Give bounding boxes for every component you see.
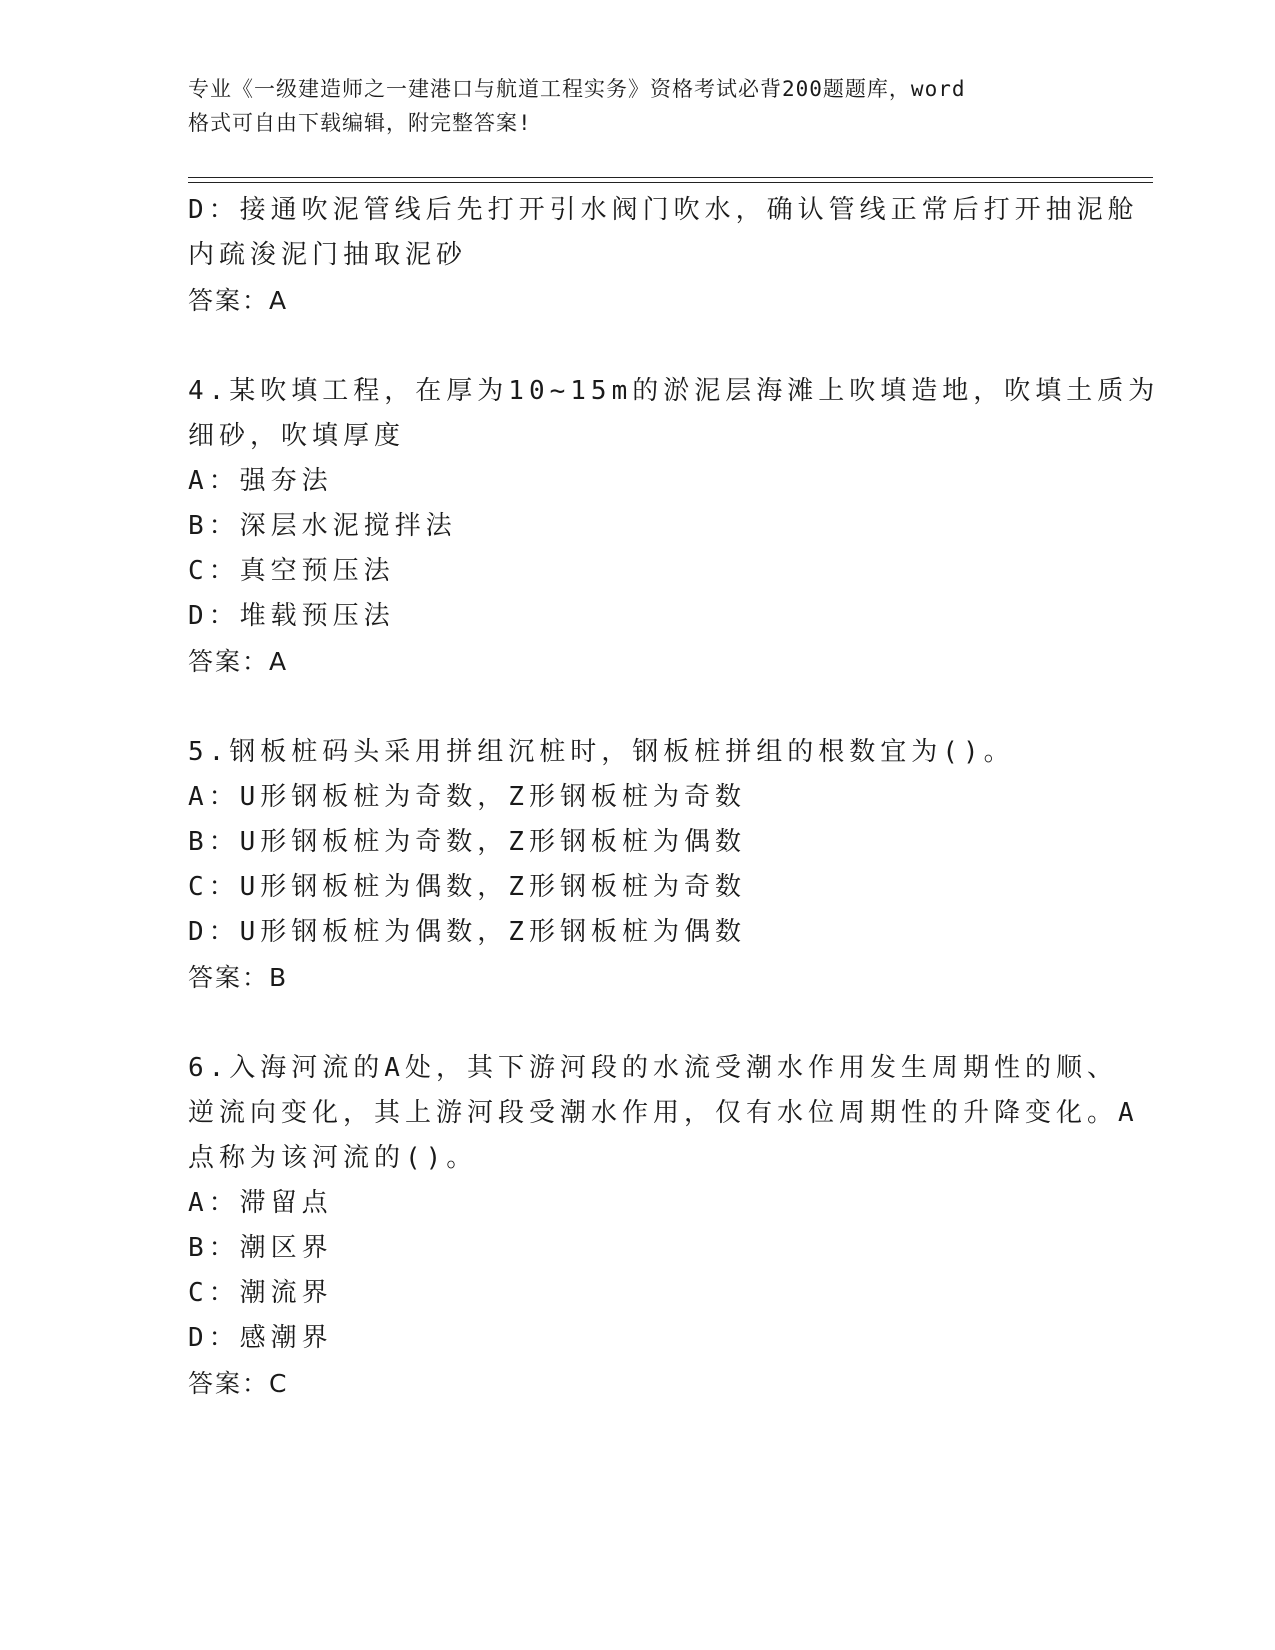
option-c: C：潮流界 bbox=[188, 1278, 333, 1308]
option-c: C：U形钢板桩为偶数，Z形钢板桩为奇数 bbox=[188, 872, 746, 902]
document-header bbox=[188, 72, 1088, 140]
option-b: B：U形钢板桩为奇数，Z形钢板桩为偶数 bbox=[188, 827, 746, 857]
question-spacer bbox=[188, 1000, 1088, 1046]
question-stem: 4.某吹填工程，在厚为10~15m的淤泥层海滩上吹填造地，吹填土质为 bbox=[188, 376, 1160, 406]
question-stem: 6.入海河流的A处，其下游河段的水流受潮水作用发生周期性的顺、 bbox=[188, 1053, 1118, 1083]
option-d: D：感潮界 bbox=[188, 1323, 333, 1353]
question-fragment bbox=[188, 188, 1139, 323]
header-line-1: 专业《一级建造师之一建港口与航道工程实务》资格考试必背200题题库，word bbox=[188, 77, 966, 101]
question-6 bbox=[188, 1046, 1139, 1406]
header-line-2: 格式可自由下载编辑，附完整答案! bbox=[188, 111, 532, 135]
option-a: A：滞留点 bbox=[188, 1188, 333, 1218]
question-stem: 逆流向变化，其上游河段受潮水作用，仅有水位周期性的升降变化。A bbox=[188, 1098, 1139, 1128]
option-a: A：U形钢板桩为奇数，Z形钢板桩为奇数 bbox=[188, 782, 746, 812]
answer-label: 答案：C bbox=[188, 1369, 289, 1398]
header-double-rule bbox=[188, 177, 1153, 183]
question-stem: 5.钢板桩码头采用拼组沉桩时，钢板桩拼组的根数宜为()。 bbox=[188, 737, 1015, 767]
option-d-line-1: D：接通吹泥管线后先打开引水阀门吹水，确认管线正常后打开抽泥舱 bbox=[188, 195, 1139, 225]
answer-label: 答案：A bbox=[188, 647, 289, 676]
question-spacer bbox=[188, 323, 1088, 369]
question-5 bbox=[188, 730, 1088, 1000]
question-list bbox=[188, 188, 1160, 1406]
option-a: A：强夯法 bbox=[188, 466, 333, 496]
option-b: B：深层水泥搅拌法 bbox=[188, 511, 457, 541]
question-stem: 细砂，吹填厚度 bbox=[188, 421, 406, 451]
option-d: D：堆载预压法 bbox=[188, 601, 395, 631]
option-c: C：真空预压法 bbox=[188, 556, 395, 586]
option-d-line-2: 内疏浚泥门抽取泥砂 bbox=[188, 240, 468, 270]
option-b: B：潮区界 bbox=[188, 1233, 333, 1263]
question-stem: 点称为该河流的()。 bbox=[188, 1143, 478, 1173]
option-d: D：U形钢板桩为偶数，Z形钢板桩为偶数 bbox=[188, 917, 746, 947]
question-spacer bbox=[188, 684, 1088, 730]
answer-label: 答案：A bbox=[188, 286, 289, 315]
question-4 bbox=[188, 369, 1160, 684]
answer-label: 答案：B bbox=[188, 963, 289, 992]
